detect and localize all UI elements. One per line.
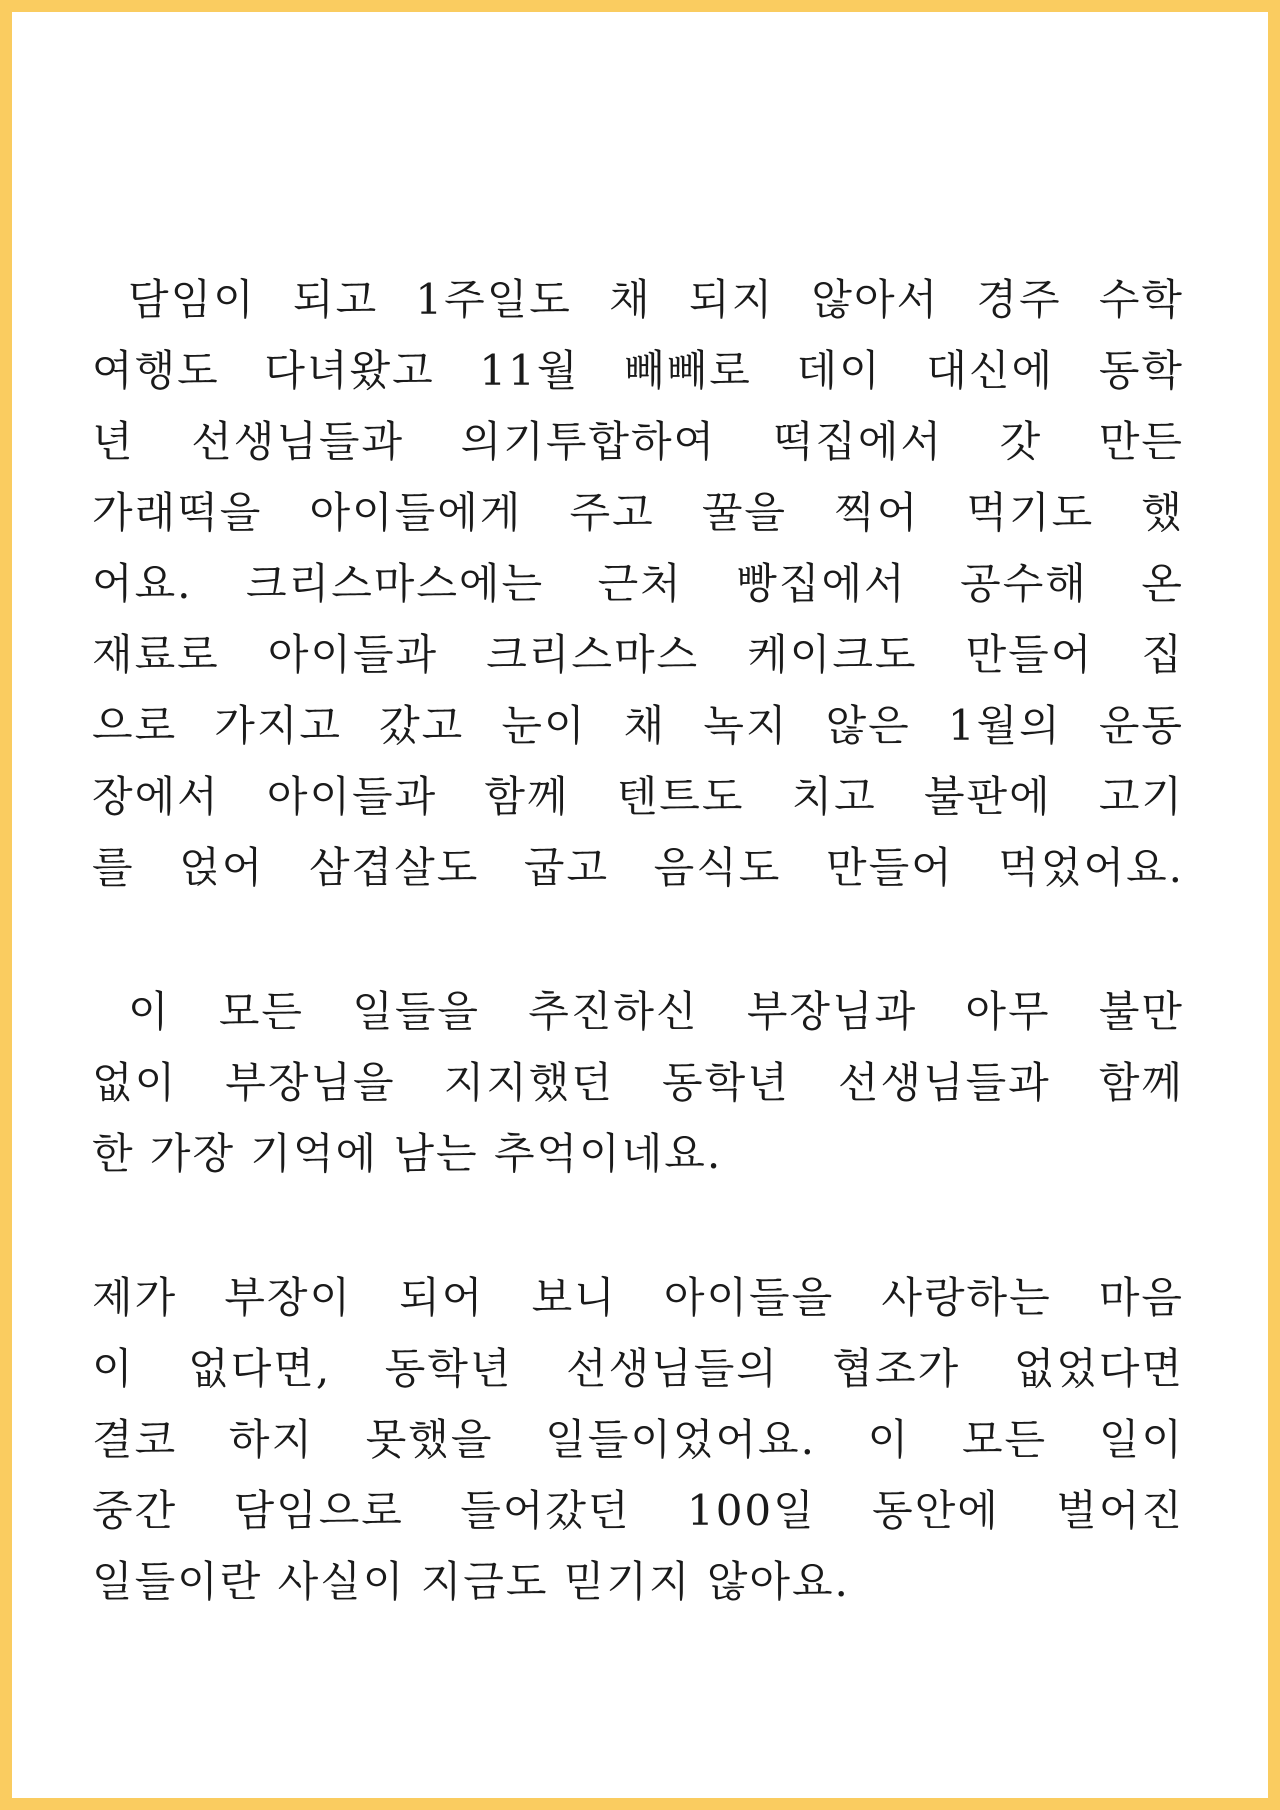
text-line: 년 선생님들과 의기투합하여 떡집에서 갓 만든 (92, 417, 1184, 466)
text-line: 장에서 아이들과 함께 텐트도 치고 불판에 고기 (92, 772, 1184, 821)
text-line: 가래떡을 아이들에게 주고 꿀을 찍어 먹기도 했 (92, 488, 1184, 537)
text-line: 이 모든 일들을 추진하신 부장님과 아무 불만 (128, 987, 1184, 1036)
text-line: 중간 담임으로 들어갔던 100일 동안에 벌어진 (92, 1486, 1184, 1535)
text-line: 일들이란 사실이 지금도 믿기지 않아요. (92, 1557, 850, 1606)
text-line: 없이 부장님을 지지했던 동학년 선생님들과 함께 (92, 1058, 1184, 1107)
text-line: 재료로 아이들과 크리스마스 케이크도 만들어 집 (92, 630, 1184, 679)
text-line: 이 없다면, 동학년 선생님들의 협조가 없었다면 (92, 1344, 1184, 1393)
text-line: 제가 부장이 되어 보니 아이들을 사랑하는 마음 (92, 1273, 1184, 1322)
paragraph-1 (92, 264, 1184, 903)
paragraph-3 (92, 1262, 1184, 1617)
document-text-block (92, 264, 1184, 1617)
text-line: 어요. 크리스마스에는 근처 빵집에서 공수해 온 (92, 559, 1184, 608)
text-line: 를 얹어 삼겹살도 굽고 음식도 만들어 먹었어요. (92, 843, 1184, 892)
text-line: 여행도 다녀왔고 11월 빼빼로 데이 대신에 동학 (92, 346, 1184, 395)
text-line: 담임이 되고 1주일도 채 되지 않아서 경주 수학 (128, 275, 1184, 324)
text-line: 결코 하지 못했을 일들이었어요. 이 모든 일이 (92, 1415, 1184, 1464)
paragraph-2 (92, 976, 1184, 1189)
text-line: 으로 가지고 갔고 눈이 채 녹지 않은 1월의 운동 (92, 701, 1184, 750)
text-line: 한 가장 기억에 남는 추억이네요. (92, 1129, 723, 1178)
